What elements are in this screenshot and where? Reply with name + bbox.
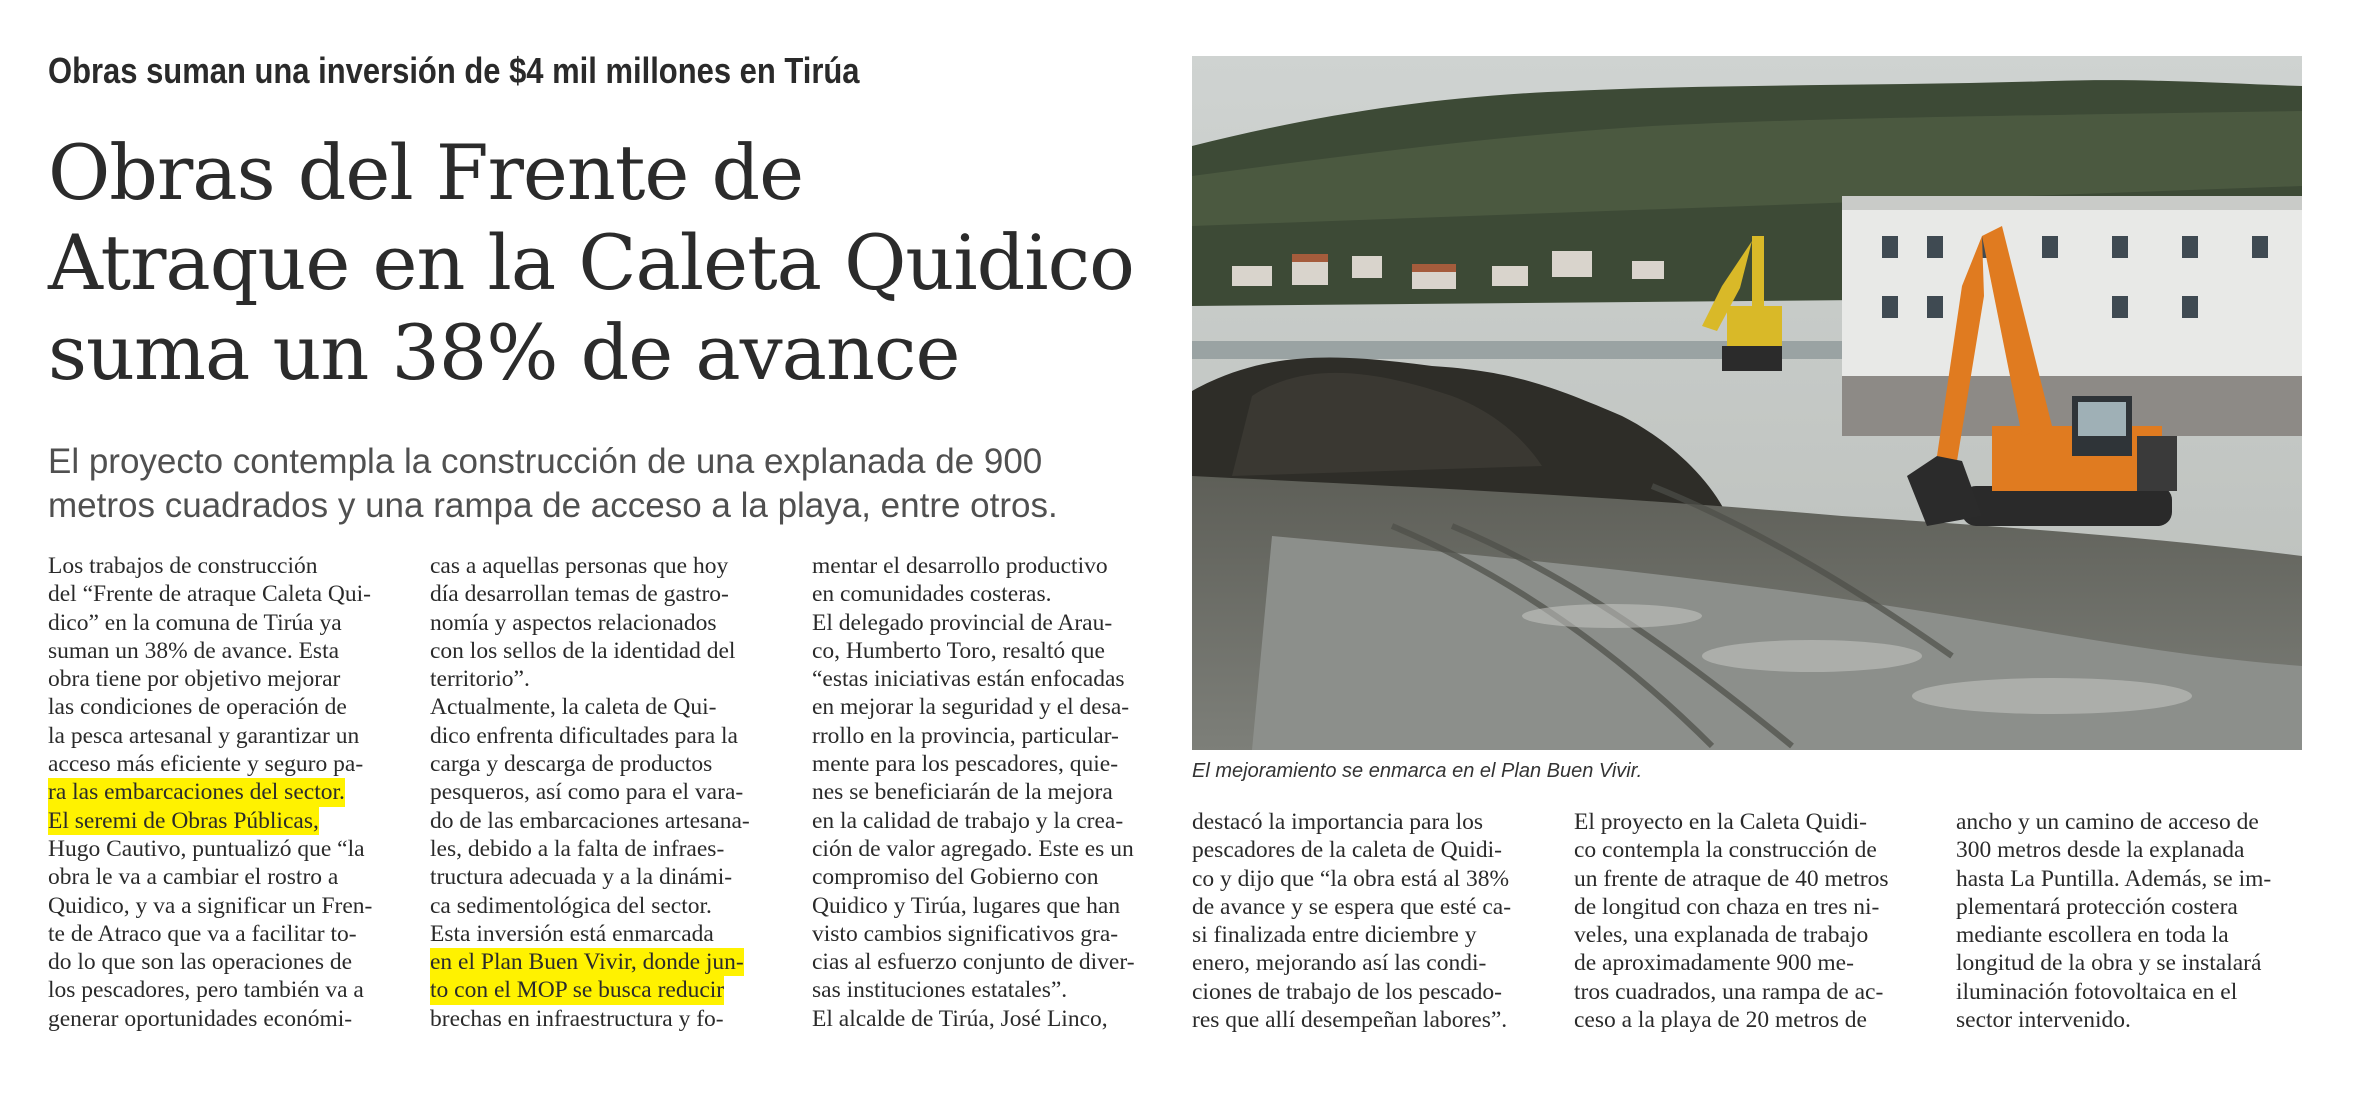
text-line: pescadores de la caleta de Quidi-: [1192, 837, 1502, 864]
text-line: El proyecto en la Caleta Quidi-: [1574, 809, 1867, 835]
photo-caption: El mejoramiento se enmarca en el Plan Buen Vivir.: [1192, 760, 1643, 782]
text-line: sas instituciones estatales”.: [812, 977, 1068, 1004]
headline-line: Atraque en la Caleta Quidico: [48, 218, 1134, 307]
text-line: Los trabajos de construcción: [48, 553, 318, 579]
text-line: obra tiene por objetivo mejorar: [48, 666, 341, 693]
subheadline-line: El proyecto contempla la construcción de una explanada de 900: [48, 442, 1043, 481]
text-line: res que allí desempeñan labores”.: [1192, 1007, 1508, 1034]
text-line: dico enfrenta dificultades para la: [430, 722, 738, 749]
text-line: les, debido a la falta de infraes-: [430, 835, 725, 862]
headline-line: Obras del Frente de: [48, 128, 804, 217]
text-line: ancho y un camino de acceso de: [1956, 809, 2259, 835]
text-line: Quidico y Tirúa, lugares que han: [812, 892, 1121, 919]
text-line: rrollo en la provincia, particular-: [812, 722, 1119, 749]
text-line: los pescadores, pero también va a: [48, 977, 364, 1004]
text-line: pesqueros, así como para el vara-: [430, 779, 744, 806]
article-column-1: [48, 552, 408, 1033]
text-line: ceso a la playa de 20 metros de: [1574, 1007, 1867, 1034]
text-line: enero, mejorando así las condi-: [1192, 950, 1487, 977]
text-line: destacó la importancia para los: [1192, 809, 1484, 835]
text-line: las condiciones de operación de: [48, 694, 347, 721]
text-line: plementará protección costera: [1956, 893, 2238, 920]
text-line: de avance y se espera que esté ca-: [1192, 893, 1512, 920]
text-line: mentar el desarrollo productivo: [812, 553, 1108, 579]
text-line: del “Frente de atraque Caleta Qui-: [48, 581, 371, 608]
article-column-4: [1192, 808, 1552, 1034]
text-line: veles, una explanada de trabajo: [1574, 922, 1869, 949]
text-line: carga y descarga de productos: [430, 751, 713, 778]
text-line: sector intervenido.: [1956, 1007, 2131, 1034]
text-line: un frente de atraque de 40 metros: [1574, 865, 1889, 892]
headline: [48, 128, 1188, 398]
text-line: mente para los pescadores, quie-: [812, 751, 1119, 778]
construction-photo: [1192, 56, 2302, 750]
text-line: cias al esfuerzo conjunto de diver-: [812, 949, 1135, 976]
text-line: iluminación fotovoltaica en el: [1956, 978, 2238, 1005]
text-line-highlighted: to con el MOP se busca reducir: [430, 977, 725, 1004]
text-line: si finalizada entre diciembre y: [1192, 922, 1477, 949]
text-line: te de Atraco que va a facilitar to-: [48, 920, 357, 947]
text-line: nes se beneficiarán de la mejora: [812, 779, 1113, 806]
text-line: ca sedimentológica del sector.: [430, 892, 712, 919]
text-line: brechas en infraestructura y fo-: [430, 1005, 724, 1032]
text-line: ciones de trabajo de los pescado-: [1192, 978, 1502, 1005]
article-column-2: [430, 552, 790, 1033]
text-line: cas a aquellas personas que hoy: [430, 553, 729, 579]
text-line: día desarrollan temas de gastro-: [430, 581, 729, 608]
text-line: generar oportunidades económi-: [48, 1005, 353, 1032]
text-line: longitud de la obra y se instalará: [1956, 950, 2262, 977]
text-line: tructura adecuada y a la dinámi-: [430, 864, 733, 891]
text-line: ción de valor agregado. Este es un: [812, 835, 1134, 862]
text-line: la pesca artesanal y garantizar un: [48, 722, 360, 749]
text-line: en mejorar la seguridad y el desa-: [812, 694, 1130, 721]
text-line: mediante escollera en toda la: [1956, 922, 2229, 949]
excavator-photo-illustration: [1192, 56, 2302, 750]
text-line: de aproximadamente 900 me-: [1574, 950, 1854, 977]
text-line: en la calidad de trabajo y la crea-: [812, 807, 1124, 834]
text-line: dico” en la comuna de Tirúa ya: [48, 609, 342, 636]
article-column-5: [1574, 808, 1934, 1034]
kicker: Obras suman una inversión de $4 mil millones en Tirúa: [48, 50, 860, 91]
text-line: en comunidades costeras.: [812, 581, 1052, 608]
text-line: El alcalde de Tirúa, José Linco,: [812, 1005, 1108, 1032]
text-line: co contempla la construcción de: [1574, 837, 1877, 864]
text-line: compromiso del Gobierno con: [812, 864, 1099, 891]
text-line: co, Humberto Toro, resaltó que: [812, 637, 1105, 664]
text-line: con los sellos de la identidad del: [430, 637, 736, 664]
text-line: tros cuadrados, una rampa de ac-: [1574, 978, 1884, 1005]
text-line: hasta La Puntilla. Además, se im-: [1956, 865, 2272, 892]
text-line: suman un 38% de avance. Esta: [48, 637, 340, 664]
text-line: Quidico, y va a significar un Fren-: [48, 892, 373, 919]
text-line: Actualmente, la caleta de Qui-: [430, 694, 717, 721]
text-line-highlighted: ra las embarcaciones del sector.: [48, 779, 345, 806]
subheadline: [48, 440, 1188, 528]
article-column-3: [812, 552, 1172, 1033]
text-line-highlighted: en el Plan Buen Vivir, donde jun-: [430, 949, 744, 976]
text-line: co y dijo que “la obra está al 38%: [1192, 865, 1510, 892]
headline-line: suma un 38% de avance: [48, 308, 960, 397]
text-line: “estas iniciativas están enfocadas: [812, 666, 1125, 693]
text-line-highlighted: El seremi de Obras Públicas,: [48, 807, 319, 834]
text-line: de longitud con chaza en tres ni-: [1574, 893, 1880, 920]
text-line: do de las embarcaciones artesana-: [430, 807, 750, 834]
text-line: nomía y aspectos relacionados: [430, 609, 717, 636]
text-line: territorio”.: [430, 666, 530, 693]
text-line: 300 metros desde la explanada: [1956, 837, 2245, 864]
text-line: El delegado provincial de Arau-: [812, 609, 1113, 636]
text-line: visto cambios significativos gra-: [812, 920, 1119, 947]
article-column-6: [1956, 808, 2316, 1034]
text-line: acceso más eficiente y seguro pa-: [48, 751, 364, 778]
text-line: do lo que son las operaciones de: [48, 949, 353, 976]
subheadline-line: metros cuadrados y una rampa de acceso a la playa, entre otros.: [48, 486, 1058, 525]
text-line: Esta inversión está enmarcada: [430, 920, 714, 947]
text-line: obra le va a cambiar el rostro a: [48, 864, 339, 891]
text-line: Hugo Cautivo, puntualizó que “la: [48, 835, 365, 862]
